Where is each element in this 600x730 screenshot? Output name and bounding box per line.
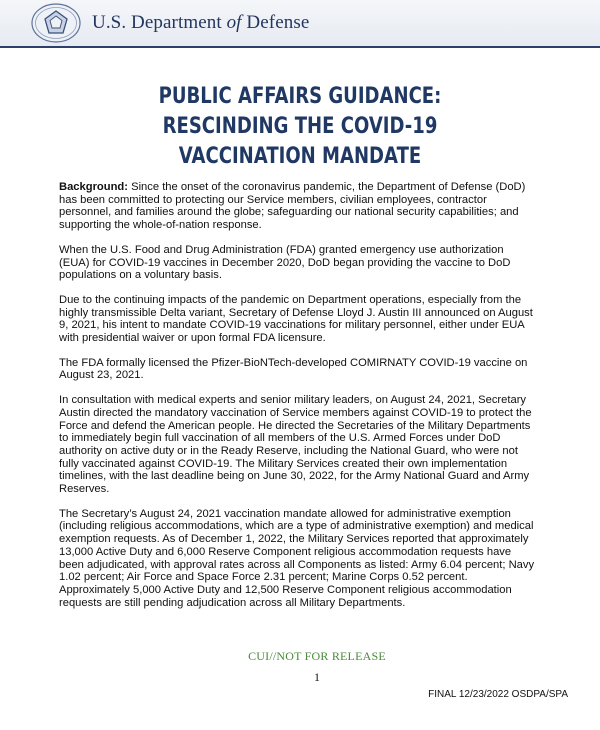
background-label: Background: xyxy=(59,181,128,193)
agency-name: U.S. Department of Defense xyxy=(92,12,310,33)
title-line: VACCINATION MANDATE xyxy=(178,144,422,169)
final-stamp: FINAL 12/23/2022 OSDPA/SPA xyxy=(428,689,568,700)
classification-marking: CUI//NOT FOR RELEASE xyxy=(248,649,386,663)
document-header xyxy=(0,0,600,50)
paragraph: In consultation with medical experts and senior military leaders, on August 24, 2021, Secretary Austin directed the mandatory vaccination of Service members against COVID-19 to protect the Force and defend the American people. He directed the Secretaries of the Military Departments to immediately begin full vaccination of all members of the U.S. Armed Forces under DoD authority on active duty or in the Ready Reserve, including the National Guard, who were not fully vaccinated against COVID-19. The Military Services created their own implementation timelines, with the last deadline being on June 30, 2022, for the Army National Guard and Army Reserves. xyxy=(59,394,532,496)
paragraph: The Secretary’s August 24, 2021 vaccination mandate allowed for administrative exemption (including religious accommodations, which are a type of administrative exemption) and medical exemption requests. As of December 1, 2022, the Military Services reported that approximately 13,000 Active Duty and 6,000 Reserve Component religious accommodation requests have been adjudicated, with approval rates across all Components as listed: Army 6.04 percent; Navy 1.02 percent; Air Force and Space Force 2.31 percent; Marine Corps 0.52 percent. Approximately 5,000 Active Duty and 12,500 Reserve Component religious accommodation requests are still pending adjudication across all Military Departments. xyxy=(59,507,535,609)
document-body xyxy=(59,181,537,621)
title-line: RESCINDING THE COVID-19 xyxy=(162,114,438,139)
paragraph: Due to the continuing impacts of the pandemic on Department operations, especially from the highly transmissible Delta variant, Secretary of Defense Lloyd J. Austin III announced on August 9, 2021, his intent to mandate COVID-19 vaccinations for military personnel, either under EUA with presidential waiver or upon formal FDA licensure. xyxy=(59,293,533,345)
document-title xyxy=(54,82,546,172)
paragraph-background: Background: Since the onset of the coronavirus pandemic, the Department of Defense (DoD) has been committed to protecting our Service members, civilian employees, contractor personnel, and families around the globe; safeguarding our national security capabilities; and supporting the whole-of-nation response. xyxy=(59,181,526,232)
pentagon-seal-icon xyxy=(30,2,82,44)
title-line: PUBLIC AFFAIRS GUIDANCE: xyxy=(158,84,442,109)
paragraph: The FDA formally licensed the Pfizer-BioNTech-developed COMIRNATY COVID-19 vaccine on August 23, 2021. xyxy=(59,356,528,382)
page-number: 1 xyxy=(314,670,320,684)
paragraph: When the U.S. Food and Drug Administration (FDA) granted emergency use authorization (EUA) for COVID-19 vaccines in December 2020, DoD began providing the vaccine to DoD populations on a voluntary basis. xyxy=(59,243,511,282)
